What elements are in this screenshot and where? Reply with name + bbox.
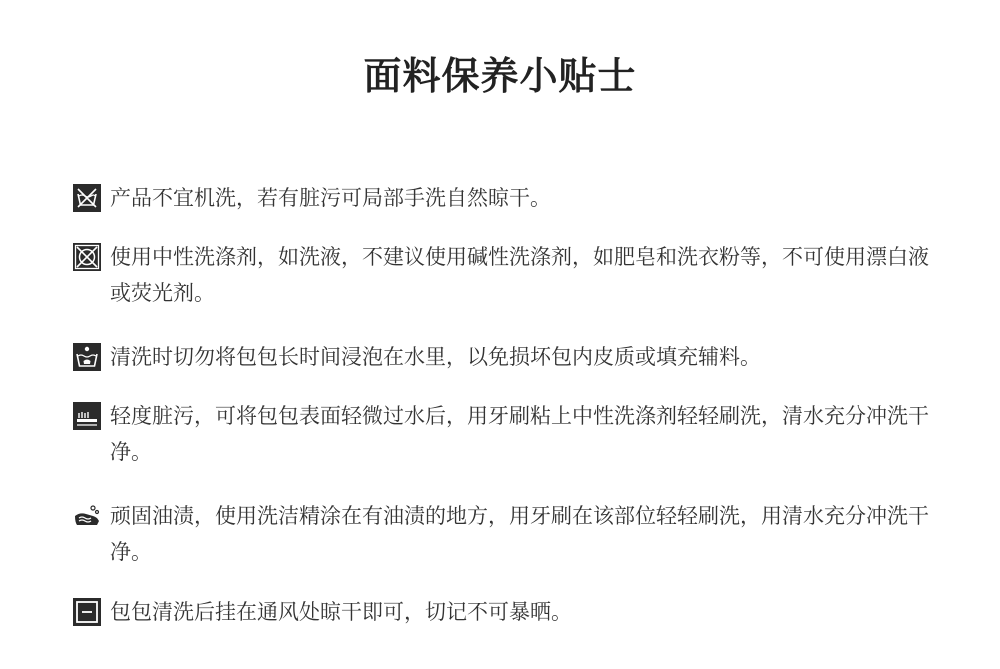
no-machine-wash-icon — [73, 184, 101, 212]
toothbrush-icon — [73, 402, 101, 430]
care-tip-toothbrush — [73, 398, 943, 470]
page-title: 面料保养小贴士 — [363, 54, 637, 98]
care-tip-no-bleach — [73, 239, 943, 311]
no-bleach-icon — [73, 243, 101, 271]
care-tip-text: 使用中性洗涤剂，如洗液，不建议使用碱性洗涤剂，如肥皂和洗衣粉等，不可使用漂白液或荧光剂。 — [110, 245, 929, 305]
no-soak-icon — [73, 343, 101, 371]
line-dry-icon — [73, 598, 101, 626]
care-tip-no-soak — [73, 339, 943, 375]
care-tip-text: 清洗时切勿将包包长时间浸泡在水里，以免损坏包内皮质或填充辅料。 — [110, 345, 761, 369]
care-tip-text: 顽固油渍，使用洗洁精涂在有油渍的地方，用牙刷在该部位轻轻刷洗，用清水充分冲洗干净。 — [110, 504, 929, 564]
care-tip-no-machine-wash — [73, 180, 943, 216]
stain-wash-icon — [73, 502, 101, 530]
care-tip-text: 产品不宜机洗，若有脏污可局部手洗自然晾干。 — [110, 186, 551, 210]
care-tip-text: 轻度脏污，可将包包表面轻微过水后，用牙刷粘上中性洗涤剂轻轻刷洗，清水充分冲洗干净。 — [110, 404, 929, 464]
care-tip-text: 包包清洗后挂在通风处晾干即可，切记不可暴晒。 — [110, 600, 572, 624]
care-tip-stain-wash — [73, 498, 943, 570]
care-tip-line-dry — [73, 594, 943, 630]
